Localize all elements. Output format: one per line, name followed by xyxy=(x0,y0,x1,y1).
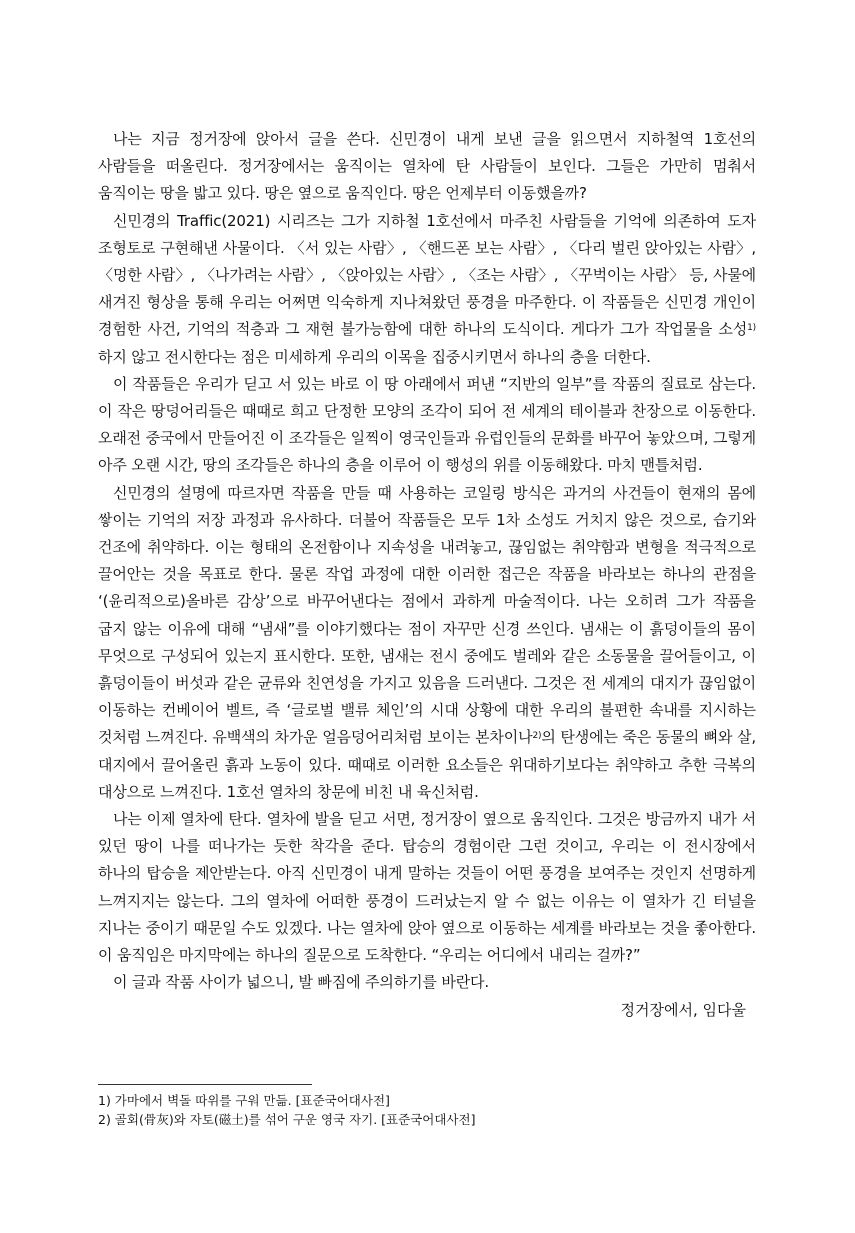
paragraph-text: 이 작품들은 우리가 딛고 서 있는 바로 이 땅 아래에서 퍼낸 “지반의 일부”를 작품의 질료로 삼는다. 이 작은 땅덩어리들은 때때로 희고 단정한 모양의 조각이 되어 전 세계의 테이블과 찬장으로 이동한다. 오래전 중국에서 만들어진 이 조각들은 일찍이 영국인들과 유럽인들의 문화를 바꾸어 놓았으며, 그렇게 아주 오랜 시간, 땅의 조각들은 하나의 층을 이루어 이 행성의 위를 이동해왔다. 마치 맨틀처럼. xyxy=(98,374,756,475)
footnote-1: 1) 가마에서 벽돌 따위를 구워 만듦. [표준국어대사전] xyxy=(98,1093,390,1108)
paragraph-text: 신민경의 설명에 따르자면 작품을 만들 때 사용하는 코일링 방식은 과거의 사건들이 현재의 몸에 쌓이는 기억의 저장 과정과 유사하다. 더불어 작품들은 모두 1차 소성도 거치지 않은 것으로, 습기와 건조에 취약하다. 이는 형태의 온전함이나 지속성을 내려놓고, 끊임없는 취약함과 변형을 적극적으로 끌어안는 것을 목표로 한다. 물론 작업 과정에 대한 이러한 접근은 작품을 바라보는 하나의 관점을 ‘(윤리적으로)올바른 감상’으로 바꾸어낸다는 점에서 과하게 마술적이다. 나는 오히려 그가 작품을 굽지 않는 이유에 대해 “냄새”를 이야기했다는 점이 자꾸만 신경 쓰인다. 냄새는 이 흙덩이들의 몸이 무엇으로 구성되어 있는지 표시한다. 또한, 냄새는 전시 중에도 벌레와 같은 소동물을 끌어들이고, 이 흙덩이들이 버섯과 같은 균류와 친연성을 가지고 있음을 드러낸다. 그것은 전 세계의 대지가 끊임없이 이동하는 컨베이어 벨트, 즉 ‘글로벌 밸류 체인’의 시대 상황에 대한 우리의 불편한 속내를 지시하는 것처럼 느껴진다. 유백색의 차가운 얼음덩어리처럼 보이는 본차이나 xyxy=(98,483,756,747)
paragraph-text: 신민경의 Traffic(2021) 시리즈는 그가 지하철 1호선에서 마주친 사람들을 기억에 의존하여 도자 조형토로 구현해낸 사물이다. 〈서 있는 사람〉, 〈핸드폰 보는 사람〉, 〈다리 벌린 앉아있는 사람〉, 〈멍한 사람〉, 〈나가려는 사람〉, 〈앉아있는 사람〉, 〈조는 사람〉, 〈꾸벅이는 사람〉 등, 사물에 새겨진 형상을 통해 우리는 어쩌면 익숙하게 지나쳐왔던 풍경을 마주한다. 이 작품들은 신민경 개인이 경험한 사건, 기억의 적층과 그 재현 불가능함에 대한 하나의 도식이다. 게다가 그가 작업물을 소성 xyxy=(98,211,756,339)
paragraph-2 xyxy=(98,208,756,371)
paragraph-6 xyxy=(98,969,756,996)
footnote-ref-2: 2) xyxy=(532,731,542,742)
paragraph-text: 이 글과 작품 사이가 넓으니, 발 빠짐에 주의하기를 바란다. xyxy=(113,973,490,992)
paragraph-3 xyxy=(98,371,756,480)
paragraph-text: 의 탄생에는 죽은 동물의 뼈와 살, 대지에서 끌어올린 흙과 노동이 있다. 때때로 이러한 요소들은 위대하기보다는 취약하고 추한 극복의 대상으로 느껴진다. 1호선 열차의 창문에 비친 내 육신처럼. xyxy=(98,728,756,801)
footnotes xyxy=(98,1091,756,1129)
footnote-2: 2) 골회(骨灰)와 자토(磁土)를 섞어 구운 영국 자기. [표준국어대사전] xyxy=(98,1112,476,1127)
paragraph-1 xyxy=(98,126,756,208)
paragraph-text: 나는 이제 열차에 탄다. 열차에 발을 딛고 서면, 정거장이 옆으로 움직인다. 그것은 방금까지 내가 서 있던 땅이 나를 떠나가는 듯한 착각을 준다. 탑승의 경험이란 그런 것이고, 우리는 이 전시장에서 하나의 탑승을 제안받는다. 아직 신민경이 내게 말하는 것들이 어떤 풍경을 보여주는 것인지 선명하게 느껴지지는 않는다. 그의 열차에 어떠한 풍경이 드러났는지 알 수 없는 이유는 이 열차가 긴 터널을 지나는 중이기 때문일 수도 있겠다. 나는 열차에 앉아 옆으로 이동하는 세계를 바라보는 것을 좋아한다. 이 움직임은 마지막에는 하나의 질문으로 도착한다. “우리는 어디에서 내리는 걸까?” xyxy=(98,810,756,965)
paragraph-text: 하지 않고 전시한다는 점은 미세하게 우리의 이목을 집중시키면서 하나의 층을 더한다. xyxy=(98,347,651,366)
paragraph-4 xyxy=(98,480,756,806)
footnote-divider xyxy=(98,1084,312,1085)
author-signature: 정거장에서, 임다울 xyxy=(620,1000,746,1019)
paragraph-5 xyxy=(98,806,756,969)
essay-body xyxy=(98,126,756,1024)
footnote-ref-1: 1) xyxy=(747,323,756,334)
paragraph-text: 나는 지금 정거장에 앉아서 글을 쓴다. 신민경이 내게 보낸 글을 읽으면서 지하철역 1호선의 사람들을 떠올린다. 정거장에서는 움직이는 열차에 탄 사람들이 보인다. 그들은 가만히 멈춰서 움직이는 땅을 밟고 있다. 땅은 옆으로 움직인다. 땅은 언제부터 이동했을까? xyxy=(98,130,756,203)
